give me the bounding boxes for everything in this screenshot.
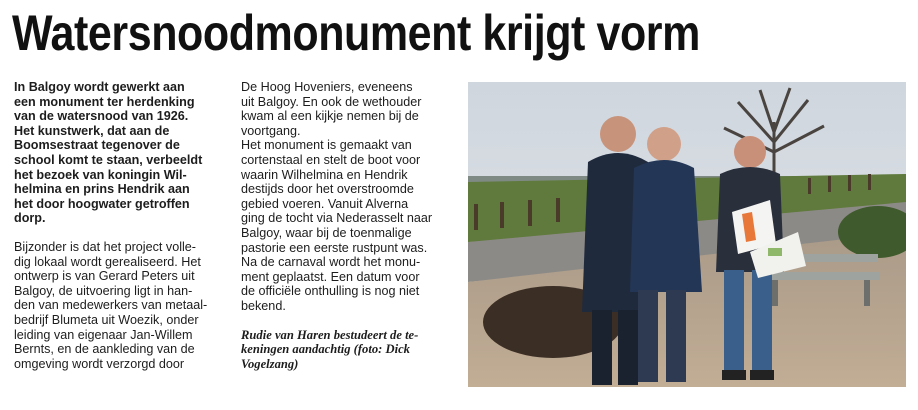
- text-line: ontwerp is van Gerard Peters uit: [14, 269, 195, 284]
- text-line: dig lokaal wordt gerealiseerd. Het: [14, 254, 201, 269]
- text-line: kwam al een kijkje nemen bij de: [241, 109, 419, 124]
- text-line: omgeving wordt verzorgd door: [14, 356, 185, 371]
- photo-illustration: [468, 82, 906, 387]
- text-line: school komt te staan, verbeeldt: [14, 152, 203, 167]
- article-column-1: [14, 80, 226, 371]
- text-line: Rudie van Haren bestudeert de te-: [241, 327, 419, 342]
- text-line: ging de tocht via Nederasselt naar: [241, 211, 433, 226]
- headline: Watersnoodmonument krijgt vorm: [12, 5, 700, 61]
- text-line: bekend.: [241, 298, 286, 313]
- text-line: Vogelzang): [241, 356, 299, 371]
- text-line: Het kunstwerk, dat aan de: [14, 123, 170, 138]
- lead-paragraph: [14, 80, 226, 226]
- text-line: een monument ter herdenking: [14, 94, 195, 109]
- text-line: gebied voeren. Vanuit Alverna: [241, 196, 409, 211]
- text-line: de officiële onthulling is nog niet: [241, 284, 420, 299]
- text-line: keningen aandachtig (foto: Dick: [241, 342, 410, 357]
- article-column-2: [241, 80, 453, 371]
- text-line: Bernts, en de aankleding van de: [14, 342, 195, 357]
- text-line: Boomsestraat tegenover de: [14, 138, 180, 153]
- text-line: In Balgoy wordt gewerkt aan: [14, 80, 185, 94]
- text-line: waarin Wilhelmina en Hendrik: [241, 167, 408, 182]
- body-paragraph-3: [241, 138, 453, 313]
- text-line: dorp.: [14, 211, 46, 226]
- text-line: uit Balgoy. En ook de wethouder: [241, 94, 422, 109]
- text-line: Na de carnaval wordt het monu-: [241, 255, 421, 270]
- photo-caption: [241, 328, 453, 372]
- text-line: leiding van eigenaar Jan-Willem: [14, 327, 193, 342]
- text-line: van de watersnood van 1926.: [14, 109, 189, 124]
- text-line: bedrijf Blumeta uit Woezik, onder: [14, 312, 199, 327]
- text-line: De Hoog Hoveniers, eveneens: [241, 80, 413, 94]
- news-photo: [468, 82, 906, 387]
- text-line: Balgoy, waar bij de toenmalige: [241, 225, 412, 240]
- body-paragraph-1: [14, 240, 226, 371]
- text-line: voortgang.: [241, 123, 301, 138]
- text-line: helmina en prins Hendrik aan: [14, 182, 190, 197]
- text-line: het bezoek van koningin Wil-: [14, 167, 187, 182]
- text-line: Het monument is gemaakt van: [241, 138, 412, 153]
- text-line: pastorie een eerste rustpunt was.: [241, 240, 428, 255]
- text-line: cortenstaal en stelt de boot voor: [241, 152, 421, 167]
- text-line: het door hoogwater getroffen: [14, 196, 190, 211]
- text-line: den van medewerkers van metaal-: [14, 298, 208, 313]
- text-line: destijds door het overstroomde: [241, 182, 414, 197]
- body-paragraph-2: [241, 80, 453, 138]
- text-line: Bijzonder is dat het project volle-: [14, 239, 197, 254]
- text-line: Balgoy, de uitvoering ligt in han-: [14, 283, 193, 298]
- text-line: ment geplaatst. Een datum voor: [241, 269, 420, 284]
